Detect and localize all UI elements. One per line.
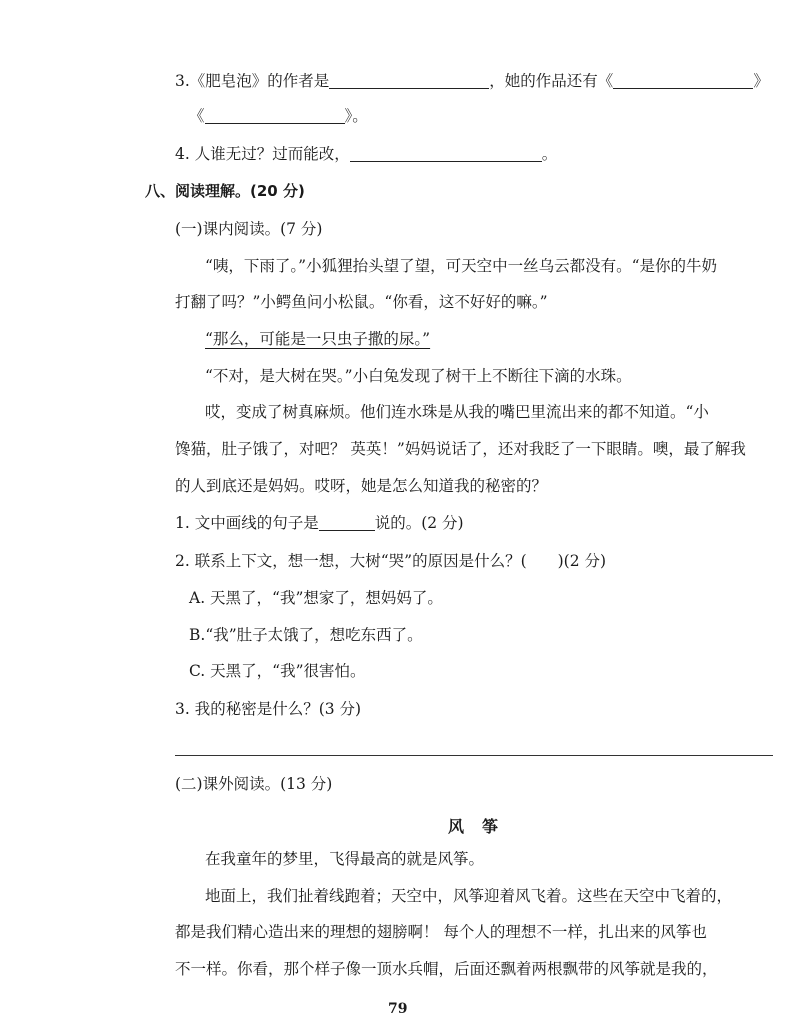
choice-option-c[interactable]: C. 天黑了，“我”很害怕。 (189, 662, 366, 680)
passage-line: 打翻了吗？”小鳄鱼问小松鼠。“你看，这不好好的嘛。” (175, 293, 548, 311)
question-text: 。 (541, 145, 558, 163)
question-text: 说的。(2 分) (374, 514, 464, 532)
answer-blank-work-1[interactable] (613, 72, 753, 89)
reading-question-3: 3. 我的秘密是什么？(3 分) (175, 700, 362, 718)
question-text: 3.《肥皂泡》的作者是 (175, 72, 330, 90)
question-text: 《 (189, 107, 205, 125)
passage-line: 的人到底还是妈妈。哎呀，她是怎么知道我的秘密的？ (175, 477, 548, 495)
passage-line: 不一样。你看，那个样子像一顶水兵帽，后面还飘着两根飘带的风筝就是我的， (175, 960, 718, 978)
answer-blank-work-2[interactable] (205, 107, 345, 124)
reading-question-2: 2. 联系上下文，想一想，大树“哭”的原因是什么？( )(2 分) (175, 552, 607, 570)
passage-line: 在我童年的梦里，飞得最高的就是风筝。 (205, 850, 485, 868)
question-text: 》。 (344, 107, 368, 125)
page-number: 79 (388, 1001, 408, 1017)
question-text: 1. 文中画线的句子是 (175, 514, 319, 532)
choice-option-a[interactable]: A. 天黑了，“我”想家了，想妈妈了。 (189, 589, 443, 607)
passage-line: “不对，是大树在哭。”小白兔发现了树干上不断往下滴的水珠。 (205, 367, 632, 385)
question-text: 》 (753, 72, 769, 90)
answer-blank-proverb[interactable] (350, 145, 542, 162)
passage-line: “咦，下雨了。”小狐狸抬头望了望，可天空中一丝乌云都没有。“是你的牛奶 (205, 257, 718, 275)
fill-question-3-line2 (189, 105, 368, 127)
subsection-heading-extracurricular: (二)课外阅读。(13 分) (175, 775, 333, 793)
passage-line: 都是我们精心造出来的理想的翅膀啊！ 每个人的理想不一样，扎出来的风筝也 (175, 923, 707, 941)
underlined-sentence (205, 328, 430, 350)
answer-line[interactable] (175, 755, 773, 756)
passage-line: 哎，变成了树真麻烦。他们连水珠是从我的嘴巴里流出来的都不知道。“小 (205, 403, 709, 421)
fill-question-3-line1 (175, 70, 769, 92)
question-text: 4. 人谁无过？过而能改， (175, 145, 350, 163)
answer-blank-speaker[interactable] (319, 514, 375, 531)
passage-title: 风筝 (448, 817, 517, 836)
section-heading-reading: 八、阅读理解。(20 分) (145, 182, 305, 200)
fill-question-4 (175, 143, 557, 165)
question-text: ，她的作品还有《 (489, 72, 614, 90)
reading-question-1 (175, 512, 464, 534)
passage-line: 地面上，我们扯着线跑着；天空中，风筝迎着风飞着。这些在天空中飞着的， (205, 887, 733, 905)
passage-line: 馋猫，肚子饿了，对吧？ 英英！”妈妈说话了，还对我眨了一下眼睛。噢，最了解我 (175, 440, 746, 458)
underlined-text: “那么，可能是一只虫子撒的尿。” (205, 330, 431, 348)
answer-blank-author[interactable] (329, 72, 489, 89)
subsection-heading-in-class: (一)课内阅读。(7 分) (175, 220, 323, 238)
choice-option-b[interactable]: B.“我”肚子太饿了，想吃东西了。 (189, 626, 423, 644)
